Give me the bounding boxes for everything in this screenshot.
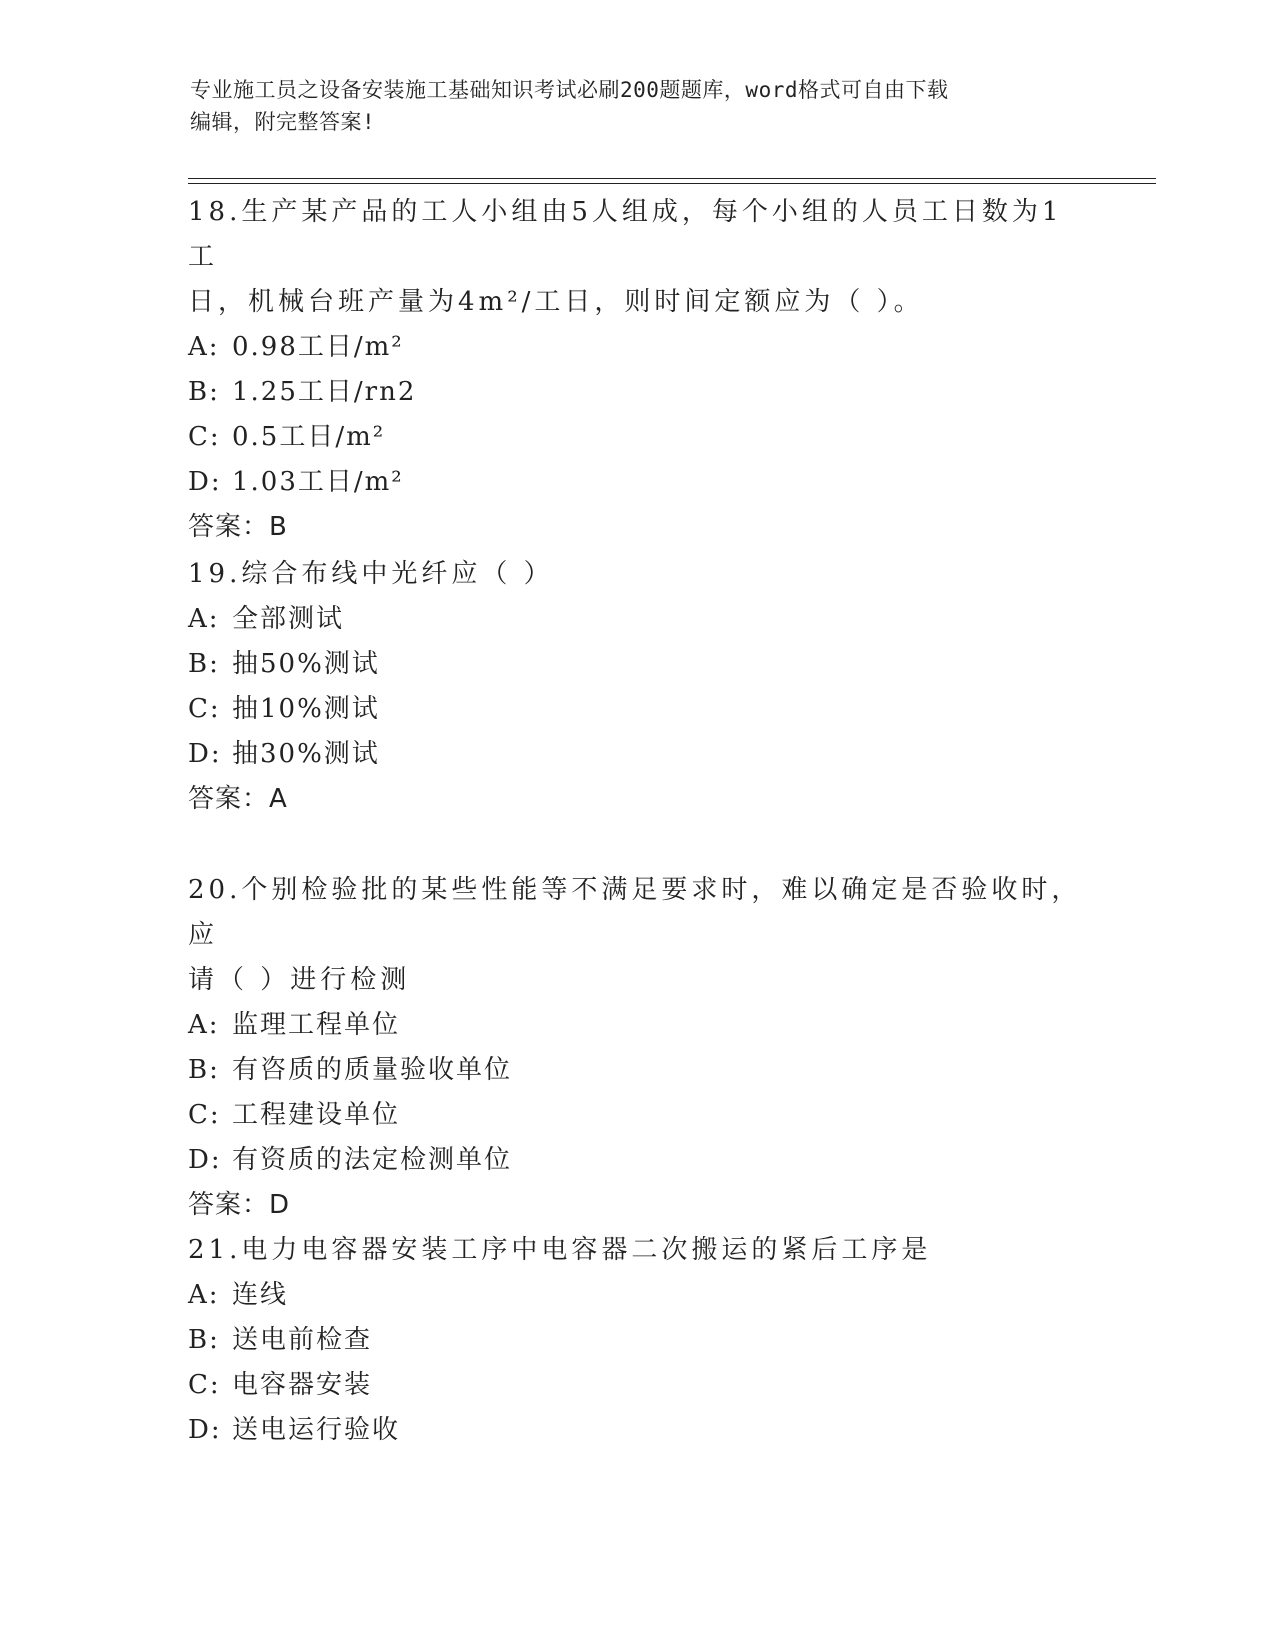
question-19 [188,552,1088,822]
option-text: 抽50%测试 [232,649,380,679]
option-text: 有咨质的质量验收单位 [232,1055,513,1085]
option-c [188,415,1088,460]
answer-line: 答案：A [188,784,288,814]
question-stem [188,190,1088,325]
option-text: 送电前检查 [232,1325,373,1355]
answer-line: 答案：B [188,512,288,542]
option-key: B: [188,377,220,407]
option-text: 抽10%测试 [232,694,380,724]
question-stem-line-1: 21.电力电容器安装工序中电容器二次搬运的紧后工序是 [188,1235,932,1265]
question-stem-line-1: 20.个别检验批的某些性能等不满足要求时，难以确定是否验收时，应 [188,875,1082,950]
option-text: 0.5工日/m² [232,422,386,452]
option-text: 1.25工日/rn2 [232,377,417,407]
option-key: D: [188,467,222,497]
option-a [188,597,1088,642]
header-line-2: 编辑，附完整答案! [190,110,376,134]
option-key: C: [188,422,221,452]
option-key: B: [188,1325,220,1355]
option-key: A: [188,1280,220,1310]
question-stem-line-1: 18.生产某产品的工人小组由5人组成，每个小组的人员工日数为1工 [188,197,1063,272]
question-stem [188,1228,1088,1273]
question-20 [188,868,1088,1228]
question-21 [188,1228,1088,1453]
option-text: 送电运行验收 [232,1415,401,1445]
option-d [188,1408,1088,1453]
option-text: 1.03工日/m² [232,467,404,497]
option-text: 全部测试 [232,604,345,634]
header-divider-top [188,178,1156,179]
option-text: 0.98工日/m² [232,332,404,362]
option-key: D: [188,1415,222,1445]
option-key: C: [188,1370,221,1400]
document-header [190,74,1070,138]
option-a [188,1273,1088,1318]
option-d [188,460,1088,505]
question-18 [188,190,1088,550]
option-c [188,1093,1088,1138]
option-a [188,325,1088,370]
option-c [188,1363,1088,1408]
option-text: 工程建设单位 [232,1100,401,1130]
option-text: 有资质的法定检测单位 [232,1145,513,1175]
option-d [188,732,1088,777]
option-key: C: [188,1100,221,1130]
question-stem [188,552,1088,597]
option-text: 连线 [232,1280,289,1310]
option-key: B: [188,649,220,679]
option-text: 电容器安装 [232,1370,373,1400]
question-stem-line-1: 19.综合布线中光纤应（ ） [188,559,554,589]
option-key: A: [188,1010,220,1040]
option-c [188,687,1088,732]
option-key: C: [188,694,221,724]
option-key: A: [188,604,220,634]
option-b [188,1048,1088,1093]
option-b [188,370,1088,415]
option-b [188,1318,1088,1363]
option-d [188,1138,1088,1183]
header-divider-bottom [188,183,1156,184]
option-key: B: [188,1055,220,1085]
option-b [188,642,1088,687]
question-stem-line-2: 请（ ）进行检测 [188,965,411,995]
option-key: D: [188,739,222,769]
question-stem [188,868,1088,1003]
option-a [188,1003,1088,1048]
answer-line: 答案：D [188,1190,291,1220]
option-key: A: [188,332,220,362]
header-line-1: 专业施工员之设备安装施工基础知识考试必刷200题题库，word格式可自由下载 [190,78,949,102]
option-text: 抽30%测试 [232,739,380,769]
option-text: 监理工程单位 [232,1010,401,1040]
question-stem-line-2: 日，机械台班产量为4m²/工日，则时间定额应为（ ）。 [188,287,924,317]
option-key: D: [188,1145,222,1175]
